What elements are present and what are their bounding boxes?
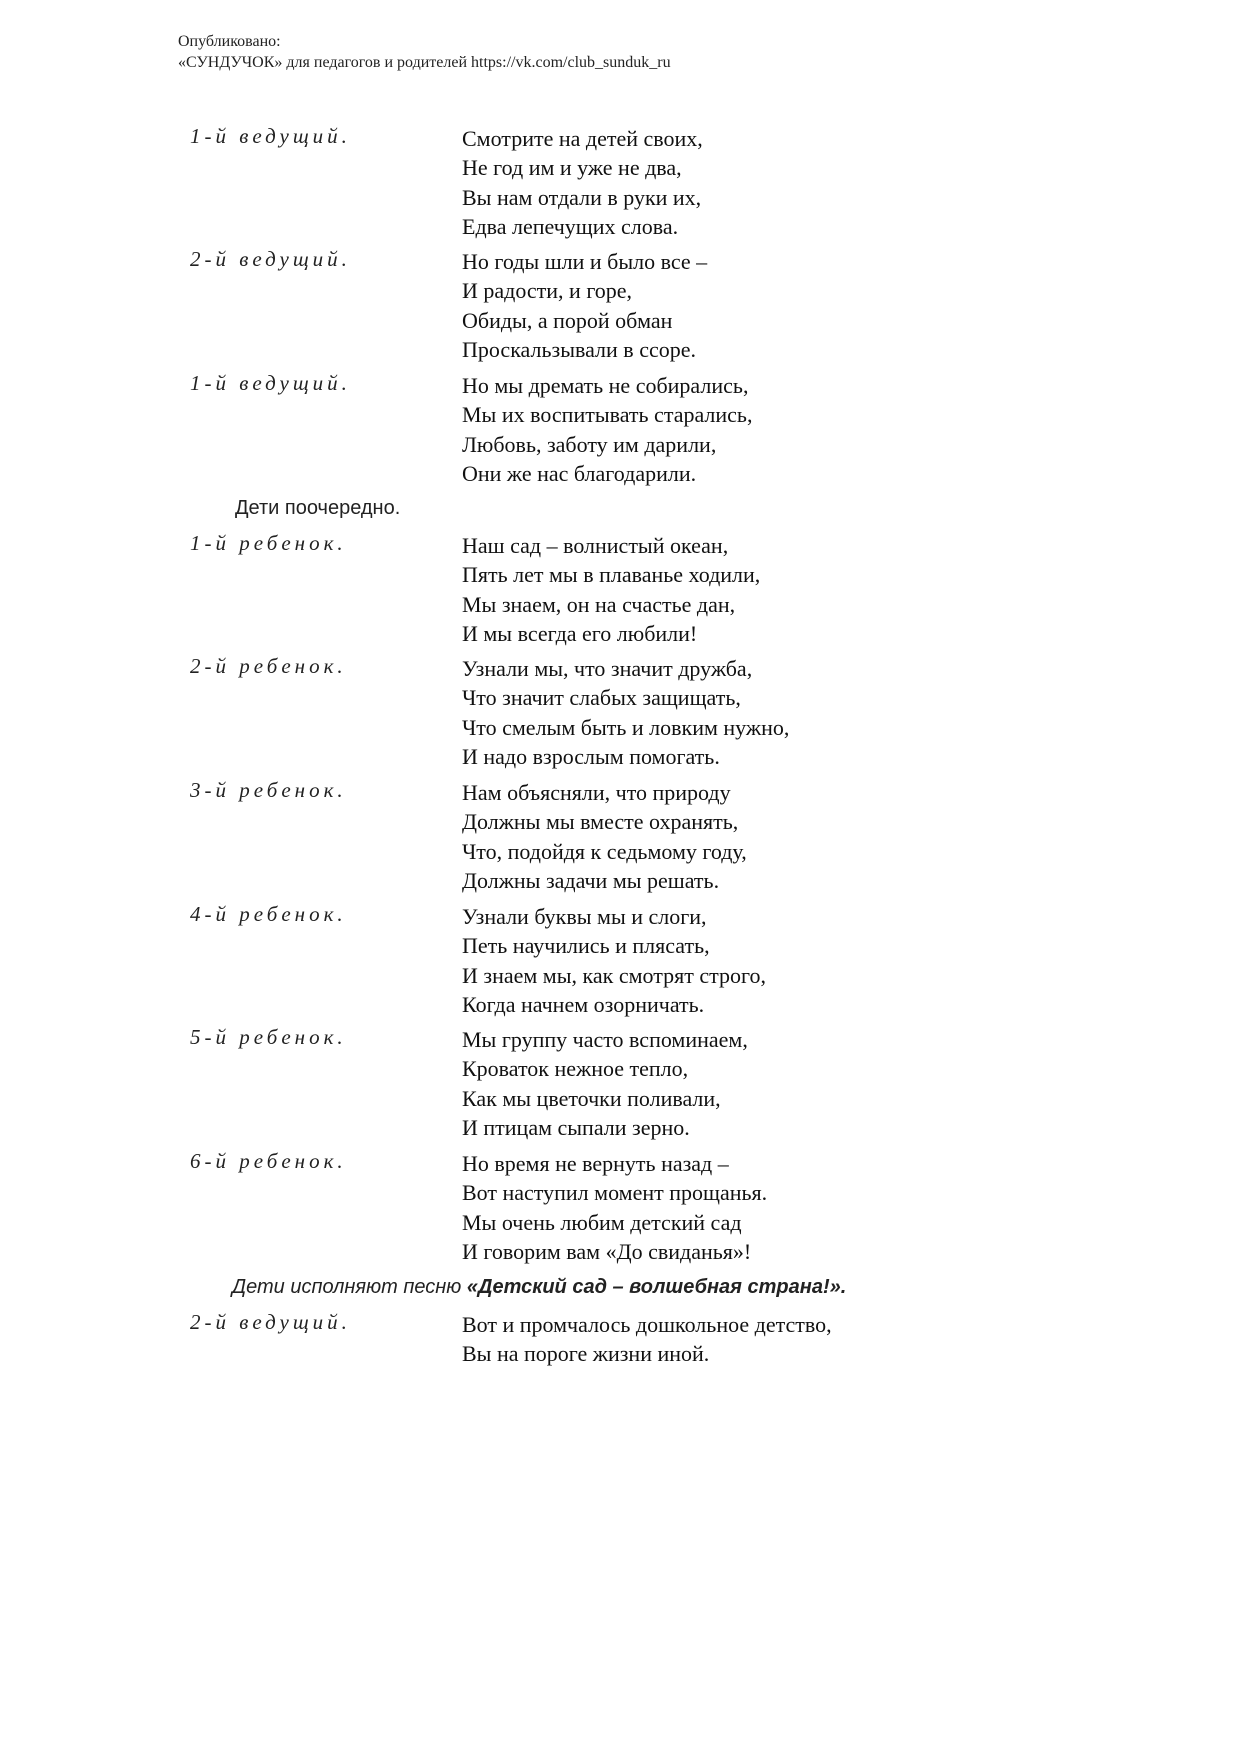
verse bbox=[462, 247, 707, 364]
verse-line: Пять лет мы в плаванье ходили, bbox=[462, 562, 761, 588]
verse-line: Но годы шли и было все – bbox=[462, 249, 708, 274]
speaker-label: 5-й ребенок. bbox=[190, 1025, 347, 1049]
verse-line: Что значит слабых защищать, bbox=[462, 685, 741, 711]
verse-line: И говорим вам «До свиданья»! bbox=[462, 1238, 752, 1264]
verse-line: Вот и промчалось дошкольное детство, bbox=[462, 1312, 832, 1337]
verse-line: Когда начнем озорничать. bbox=[462, 991, 705, 1017]
verse bbox=[462, 531, 760, 648]
verse bbox=[462, 778, 747, 895]
verse-line: Мы знаем, он на счастье дан, bbox=[462, 591, 736, 617]
speaker-label: 3-й ребенок. bbox=[190, 778, 347, 802]
verse-line: И мы всегда его любили! bbox=[462, 620, 698, 646]
verse bbox=[462, 902, 766, 1019]
verse-line: Должны мы вместе охранять, bbox=[462, 809, 739, 835]
verse bbox=[462, 371, 752, 488]
verse-line: Вы нам отдали в руки их, bbox=[462, 184, 702, 210]
verse-line: Узнали буквы мы и слоги, bbox=[462, 904, 707, 929]
verse-line: И радости, и горе, bbox=[462, 278, 633, 304]
verse-line: И надо взрослым помогать. bbox=[462, 743, 720, 769]
speaker-label: 6-й ребенок. bbox=[190, 1149, 347, 1173]
verse bbox=[462, 654, 789, 771]
verse-line: Наш сад – волнистый океан, bbox=[462, 533, 729, 558]
verse-line: И птицам сыпали зерно. bbox=[462, 1114, 690, 1140]
speaker-label: 2-й ведущий. bbox=[190, 1310, 351, 1334]
verse-line: Что, подойдя к седьмому году, bbox=[462, 838, 747, 864]
speaker-label: 4-й ребенок. bbox=[190, 902, 347, 926]
verse-line: Как мы цветочки поливали, bbox=[462, 1085, 721, 1111]
verse-line: Обиды, а порой обман bbox=[462, 307, 673, 333]
verse-line: Мы очень любим детский сад bbox=[462, 1209, 742, 1235]
speaker-label: 1-й ведущий. bbox=[190, 124, 351, 148]
verse-line: Смотрите на детей своих, bbox=[462, 126, 703, 151]
verse-line: Но мы дремать не собирались, bbox=[462, 373, 749, 398]
verse-line: Они же нас благодарили. bbox=[462, 460, 697, 486]
verse-line: Кроваток нежное тепло, bbox=[462, 1056, 689, 1082]
publisher-line-2: «СУНДУЧОК» для педагогов и родителей https://vk.com/club_sunduk_ru bbox=[178, 54, 671, 71]
verse-line: Но время не вернуть назад – bbox=[462, 1151, 729, 1176]
song-stage-direction bbox=[232, 1276, 846, 1299]
speaker-label: 1-й ведущий. bbox=[190, 371, 351, 395]
verse bbox=[462, 1149, 767, 1266]
verse bbox=[462, 1025, 748, 1142]
verse-line: Что смелым быть и ловким нужно, bbox=[462, 714, 790, 740]
song-title: «Детский сад – волшебная страна!» bbox=[466, 1276, 841, 1298]
verse-line: Петь научились и плясать, bbox=[462, 933, 710, 959]
verse-line: Проскальзывали в ссоре. bbox=[462, 336, 696, 362]
verse-line: Узнали мы, что значит дружба, bbox=[462, 656, 753, 681]
verse-line: И знаем мы, как смотрят строго, bbox=[462, 962, 766, 988]
verse-line: Не год им и уже не два, bbox=[462, 155, 682, 181]
verse-line: Нам объясняли, что природу bbox=[462, 780, 731, 805]
verse-line: Мы группу часто вспоминаем, bbox=[462, 1027, 748, 1052]
stage-direction: Дети поочередно. bbox=[235, 497, 401, 519]
verse-line: Любовь, заботу им дарили, bbox=[462, 431, 717, 457]
verse-line: Вы на пороге жизни иной. bbox=[462, 1341, 710, 1367]
verse-line: Вот наступил момент прощанья. bbox=[462, 1180, 768, 1206]
verse bbox=[462, 1310, 832, 1369]
publisher-line-1: Опубликовано: bbox=[178, 33, 281, 50]
song-intro: Дети исполняют песню bbox=[232, 1276, 467, 1298]
speaker-label: 2-й ребенок. bbox=[190, 654, 347, 678]
verse-line: Должны задачи мы решать. bbox=[462, 867, 720, 893]
verse-line: Едва лепечущих слова. bbox=[462, 213, 679, 239]
speaker-label: 2-й ведущий. bbox=[190, 247, 351, 271]
verse-line: Мы их воспитывать старались, bbox=[462, 402, 753, 428]
song-suffix: . bbox=[840, 1276, 847, 1298]
verse bbox=[462, 124, 703, 241]
speaker-label: 1-й ребенок. bbox=[190, 531, 347, 555]
